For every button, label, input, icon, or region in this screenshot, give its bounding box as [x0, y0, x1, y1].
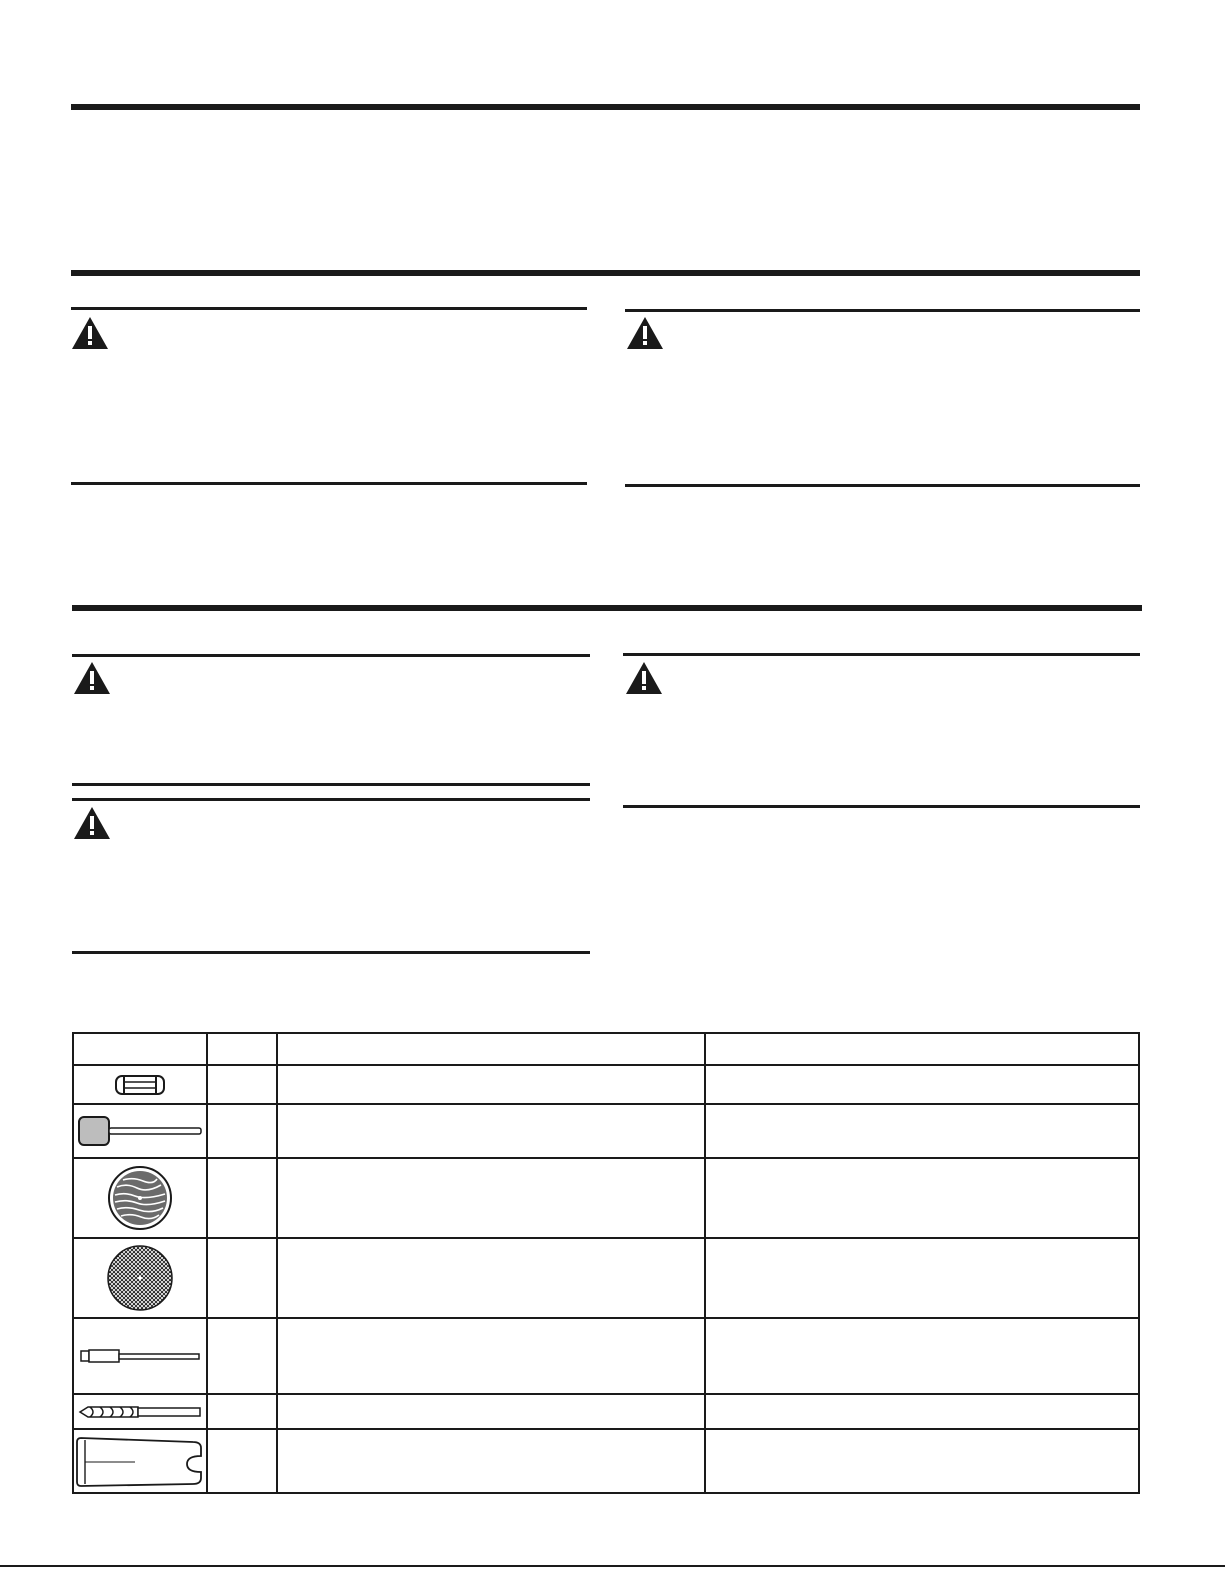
table-header-cell [705, 1033, 1139, 1065]
top-rule [71, 104, 1140, 110]
warning-box-top-rule [72, 798, 590, 801]
table-row [73, 1158, 1139, 1238]
table-cell-description [277, 1318, 705, 1394]
table-cell-picture [73, 1318, 207, 1394]
cutoff-wheel-icon [106, 1244, 174, 1312]
table-cell-picture [73, 1104, 207, 1158]
table-cell-qty [207, 1394, 277, 1429]
warning-triangle-icon [73, 661, 111, 695]
table-cell-description [277, 1394, 705, 1429]
table-cell-picture [73, 1065, 207, 1104]
sanding-drum-icon [77, 1114, 203, 1148]
table-header-cell [73, 1033, 207, 1065]
table-cell-description [277, 1065, 705, 1104]
table-header-cell [277, 1033, 705, 1065]
table-cell-picture [73, 1158, 207, 1238]
table-row [73, 1394, 1139, 1429]
warning-triangle-icon [73, 806, 111, 840]
warning-triangle-icon [626, 316, 664, 350]
section-rule-1 [71, 270, 1140, 276]
table-row [73, 1318, 1139, 1394]
section-rule-2 [72, 605, 1142, 611]
table-cell-picture [73, 1394, 207, 1429]
table-cell-qty [207, 1429, 277, 1493]
table-cell-description [277, 1238, 705, 1318]
table-cell-qty [207, 1158, 277, 1238]
table-cell-description [277, 1104, 705, 1158]
warning-box-bottom-rule [72, 951, 590, 954]
table-cell-description [277, 1429, 705, 1493]
table-cell-qty [207, 1318, 277, 1394]
table-cell-use [705, 1065, 1139, 1104]
table-cell-picture [73, 1429, 207, 1493]
table-row [73, 1065, 1139, 1104]
table-cell-use [705, 1238, 1139, 1318]
drill-bit-icon [76, 1403, 204, 1421]
table-cell-use [705, 1429, 1139, 1493]
table-cell-qty [207, 1065, 277, 1104]
mandrel-icon [77, 1346, 203, 1366]
collet-icon [110, 1073, 170, 1097]
table-row [73, 1104, 1139, 1158]
warning-box-bottom-rule [625, 484, 1140, 487]
warning-box-bottom-rule [72, 783, 590, 786]
table-cell-picture [73, 1238, 207, 1318]
table-cell-use [705, 1318, 1139, 1394]
table-row [73, 1429, 1139, 1493]
table-cell-qty [207, 1104, 277, 1158]
table-row [73, 1238, 1139, 1318]
warning-triangle-icon [625, 661, 663, 695]
warning-box-top-rule [71, 307, 587, 310]
warning-box-top-rule [623, 653, 1140, 656]
table-header-row [73, 1033, 1139, 1065]
warning-box-bottom-rule [71, 482, 587, 485]
warning-box-bottom-rule [623, 805, 1140, 808]
page-bottom-rule [0, 1565, 1225, 1567]
grinding-wheel-icon [107, 1165, 173, 1231]
table-cell-use [705, 1394, 1139, 1429]
table-cell-description [277, 1158, 705, 1238]
wrench-icon [75, 1432, 205, 1490]
warning-box-top-rule [625, 309, 1140, 312]
table-cell-qty [207, 1238, 277, 1318]
accessories-table [72, 1032, 1140, 1494]
warning-box-top-rule [72, 654, 590, 657]
table-cell-use [705, 1158, 1139, 1238]
table-cell-use [705, 1104, 1139, 1158]
warning-triangle-icon [71, 316, 109, 350]
table-header-cell [207, 1033, 277, 1065]
